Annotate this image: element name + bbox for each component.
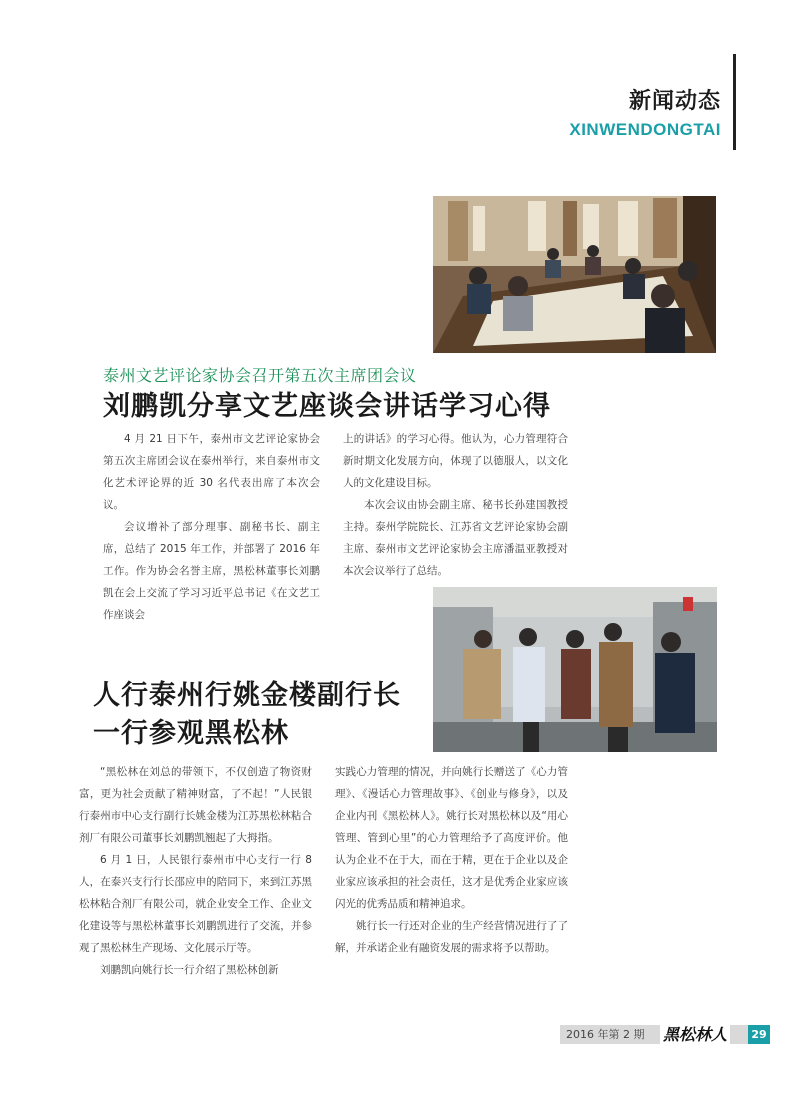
paragraph: 上的讲话》的学习心得。他认为，心力管理符合新时期文化发展方向，体现了以德服人，以文化人的文化建设目标。 (343, 433, 568, 489)
section-title: 新闻动态 (628, 89, 721, 114)
factory-visit-photo (433, 587, 717, 752)
article1-headline: 刘鹏凯分享文艺座谈会讲话学习心得 (103, 391, 551, 422)
paragraph: 4 月 21 日下午，泰州市文艺评论家协会第五次主席团会议在泰州举行，来自泰州市文化艺术评论界的近 30 名代表出席了本次会议。 (103, 433, 320, 511)
article2-column-1 (79, 761, 312, 981)
paragraph: 本次会议由协会副主席、秘书长孙建国教授主持。泰州学院院长、江苏省文艺评论家协会副主席、泰州市文艺评论家协会主席潘温亚教授对本次会议举行了总结。 (343, 499, 568, 577)
meeting-photo (433, 196, 716, 353)
paragraph: 实践心力管理的情况，并向姚行长赠送了《心力管理》、《漫话心力管理故事》、《创业与修身》，以及企业内刊《黑松林人》。姚行长对黑松林以及“用心管理、管到心里”的心力管理给予了高度评价。他认为企业不在于大，而在于精，更在于企业以及企业家应该承担的社会责任，这才是优秀企业家应该闪光的优秀品质和精神追求。 (335, 766, 568, 910)
issue-label: 2016 年第 2 期 (566, 1028, 645, 1041)
article1-column-2 (343, 428, 568, 582)
paragraph: 会议增补了部分理事、副秘书长、副主席，总结了 2015 年工作，并部署了 2016 年工作。作为协会名誉主席，黑松林董事长刘鹏凯在会上交流了学习习近平总书记《在文艺工作座谈会 (103, 521, 320, 621)
paragraph: 刘鹏凯向姚行长一行介绍了黑松林创新 (100, 964, 279, 976)
paragraph: 姚行长一行还对企业的生产经营情况进行了了解，并承诺企业有融资发展的需求将予以帮助。 (335, 920, 568, 954)
page-number: 29 (748, 1025, 770, 1044)
section-subtitle: XINWENDONGTAI (569, 120, 721, 139)
paragraph: 6 月 1 日，人民银行泰州市中心支行一行 8 人，在泰兴支行行长邵应申的陪同下，来到江苏黑松林粘合剂厂有限公司，就企业安全工作、企业文化建设等与黑松林董事长刘鹏凯进行了交流，并参观了黑松林生产现场、文化展示厅等。 (79, 854, 312, 954)
header-divider (733, 54, 736, 150)
magazine-logo: 黑松林人 (660, 1022, 730, 1045)
article2-column-2 (335, 761, 568, 959)
article1-column-1 (103, 428, 320, 626)
article2-headline: 人行泰州行姚金楼副行长一行参观黑松林 (93, 680, 401, 749)
paragraph: “黑松林在刘总的带领下，不仅创造了物资财富，更为社会贡献了精神财富，了不起！”人民银行泰州市中心支行副行长姚金楼为江苏黑松林粘合剂厂有限公司董事长刘鹏凯翘起了大拇指。 (79, 766, 312, 844)
article1-subheading: 泰州文艺评论家协会召开第五次主席团会议 (103, 366, 417, 385)
